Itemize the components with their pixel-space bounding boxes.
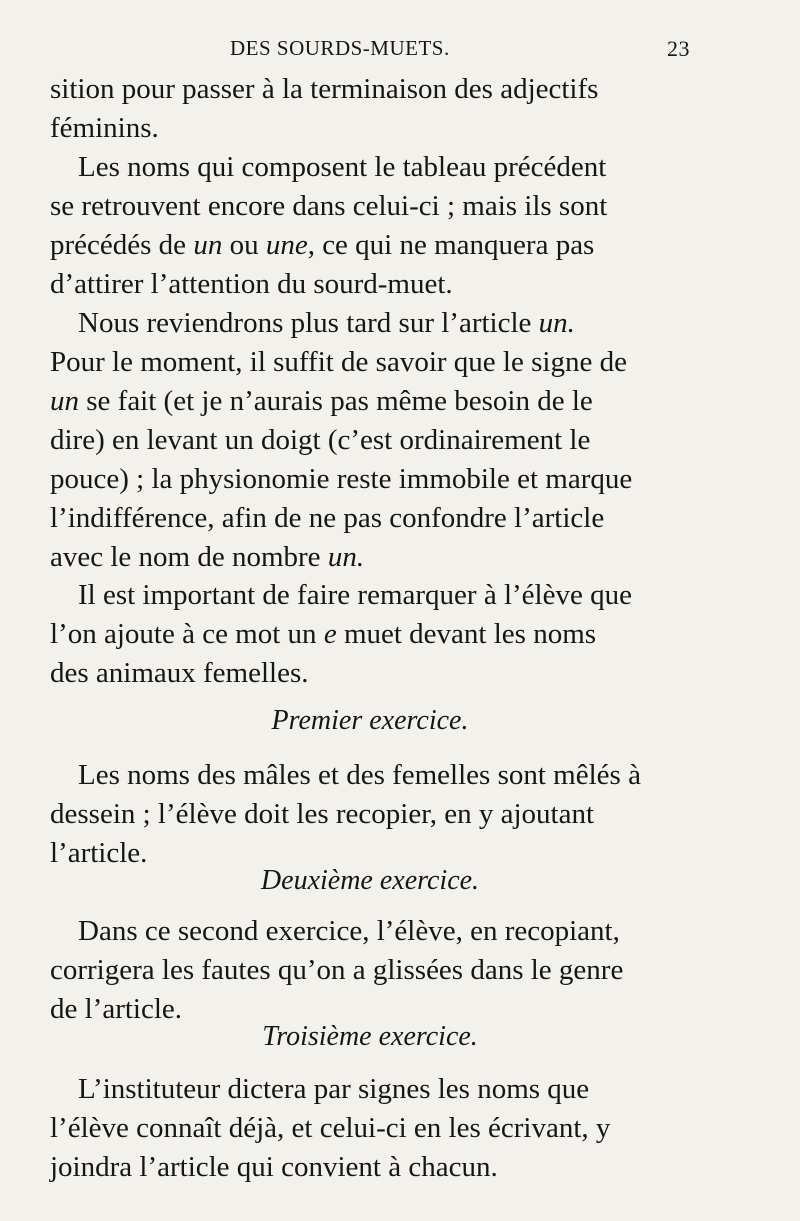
page-header — [230, 30, 690, 70]
italic-word: un. — [538, 307, 575, 339]
paragraph-4 — [50, 578, 690, 695]
text-line — [50, 617, 690, 656]
text-line: dire) en levant un doigt (c’est ordinairement le — [50, 424, 591, 456]
text-line: joindra l’article qui convient à chacun. — [50, 1151, 498, 1183]
text-line: dessein ; l’élève doit les recopier, en y ajoutant — [50, 798, 595, 830]
text-span: Nous reviendrons plus tard sur l’article — [78, 307, 539, 339]
text-line: se retrouvent encore dans celui-ci ; mais ils sont — [50, 190, 608, 222]
exercise-1-title: Premier exercice. — [271, 705, 469, 736]
exercise-1-text — [50, 758, 690, 875]
text-span: , ce qui ne manquera pas — [307, 229, 595, 261]
exercise-2-title: Deuxième exercice. — [260, 865, 480, 896]
running-title: DES SOURDS-MUETS. — [230, 36, 450, 60]
italic-word: un. — [327, 541, 365, 573]
text-line: féminins. — [50, 112, 159, 144]
text-line: de l’article. — [50, 993, 183, 1025]
text-line — [50, 384, 690, 423]
text-line: corrigera les fautes qu’on a glissées dans le genre — [50, 954, 624, 986]
text-line: Les noms qui composent le tableau précédent — [78, 151, 607, 183]
text-line: des animaux femelles. — [50, 657, 309, 689]
italic-word: e — [323, 618, 337, 650]
text-line: L’instituteur dictera par signes les noms que — [78, 1073, 590, 1105]
text-line: l’indifférence, afin de ne pas confondre l’article — [50, 502, 605, 534]
text-line: Pour le moment, il suffit de savoir que le signe de — [50, 346, 627, 378]
text-line: d’attirer l’attention du sourd-muet. — [50, 268, 453, 300]
paragraph-3 — [50, 306, 690, 579]
exercise-3-text — [50, 1072, 690, 1189]
text-line — [50, 540, 690, 579]
text-line: Dans ce second exercice, l’élève, en recopiant, — [78, 915, 620, 947]
text-span: se fait (et je n’aurais pas même besoin de le — [79, 385, 593, 417]
text-span: muet devant les noms — [336, 618, 597, 650]
italic-word: un — [193, 229, 223, 261]
italic-word: un — [50, 385, 79, 417]
text-line: l’élève connaît déjà, et celui-ci en les écrivant, y — [50, 1112, 611, 1144]
text-span: l’on ajoute à ce mot un — [50, 618, 324, 650]
text-line: pouce) ; la physionomie reste immobile et marque — [50, 463, 633, 495]
exercise-2-text — [50, 914, 690, 1031]
paragraph-2 — [50, 150, 690, 306]
text-span: précédés de — [50, 229, 194, 261]
exercise-3-title: Troisième exercice. — [262, 1021, 478, 1052]
italic-word: une — [265, 229, 308, 261]
page-number: 23 — [667, 36, 690, 61]
text-line: Il est important de faire remarquer à l’élève que — [78, 579, 632, 611]
text-line: sition pour passer à la terminaison des adjectifs — [50, 73, 599, 105]
text-line — [50, 306, 690, 345]
paragraph-1 — [50, 72, 690, 150]
text-line: Les noms des mâles et des femelles sont mêlés à — [78, 759, 641, 791]
text-span: avec le nom de nombre — [50, 541, 328, 573]
text-span: ou — [222, 229, 266, 261]
text-line — [50, 228, 690, 267]
text-line: l’article. — [50, 837, 148, 869]
